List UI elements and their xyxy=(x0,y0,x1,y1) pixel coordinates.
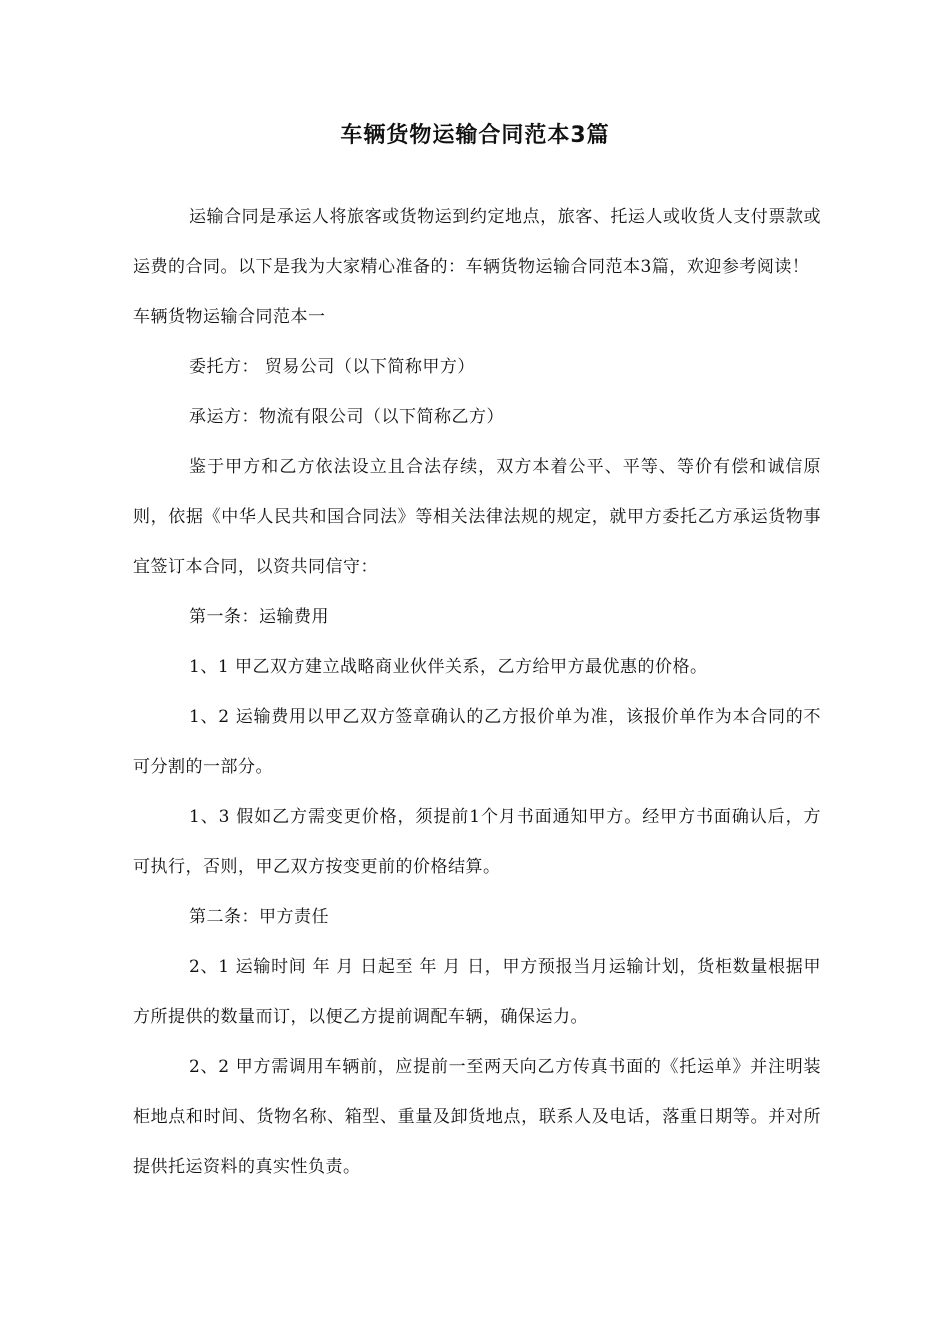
article-heading: 第一条：运输费用 xyxy=(189,607,329,627)
clause-1-1: 1、1 甲乙双方建立战略商业伙伴关系，乙方给甲方最优惠的价格。 xyxy=(189,657,708,677)
paragraph-preamble: 鉴于甲方和乙方依法设立且合法存续，双方本着公平、平等、等价有偿和诚信原则，依据《中华人民共和国合同法》等相关法律法规的规定，就甲方委托乙方承运货物事宜签订本合同，以资共同信守： xyxy=(133,457,821,577)
paragraph-carrier: 承运方：物流有限公司（以下简称乙方） xyxy=(189,407,504,427)
section-heading: 车辆货物运输合同范本一 xyxy=(133,307,326,327)
document-title: 车辆货物运输合同范本3篇 xyxy=(340,123,610,148)
paragraph-intro: 运输合同是承运人将旅客或货物运到约定地点，旅客、托运人或收货人支付票款或运费的合同。以下是我为大家精心准备的：车辆货物运输合同范本3篇，欢迎参考阅读！ xyxy=(133,207,821,277)
article-heading: 第二条：甲方责任 xyxy=(189,907,329,927)
clause-2-2: 2、2 甲方需调用车辆前，应提前一至两天向乙方传真书面的《托运单》并注明装柜地点和时间、货物名称、箱型、重量及卸货地点，联系人及电话，落重日期等。并对所提供托运资料的真实性负责。 xyxy=(133,1057,821,1177)
clause-1-2: 1、2 运输费用以甲乙双方签章确认的乙方报价单为准，该报价单作为本合同的不可分割的一部分。 xyxy=(133,707,821,777)
clause-2-1: 2、1 运输时间 年 月 日起至 年 月 日，甲方预报当月运输计划，货柜数量根据甲方所提供的数量而订，以便乙方提前调配车辆，确保运力。 xyxy=(133,957,821,1027)
document-body xyxy=(133,192,821,1192)
clause-1-3: 1、3 假如乙方需变更价格，须提前1个月书面通知甲方。经甲方书面确认后，方可执行，否则，甲乙双方按变更前的价格结算。 xyxy=(133,807,821,877)
paragraph-client: 委托方： 贸易公司（以下简称甲方） xyxy=(189,357,475,377)
